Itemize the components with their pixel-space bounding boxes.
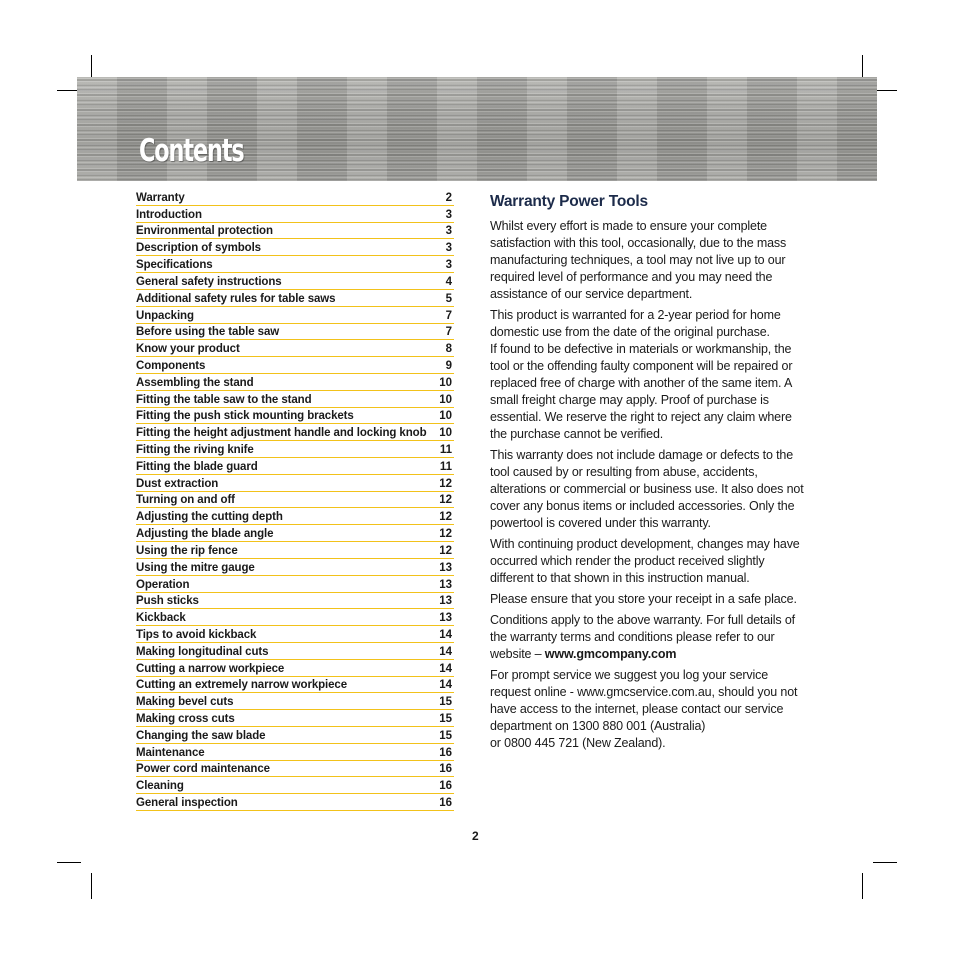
toc-entry-page: 3	[445, 208, 452, 221]
service-contact-text: For prompt service we suggest you log your service request online - www.gmcservice.com.au, should you not have access to the internet, please contact our service department on 1300 880 001 (Australia)	[490, 668, 798, 733]
toc-entry-page: 14	[439, 628, 452, 641]
toc-row[interactable]	[136, 475, 454, 492]
toc-entry-page: 15	[439, 696, 452, 709]
toc-row[interactable]	[136, 357, 454, 374]
toc-entry-label: Maintenance	[136, 746, 205, 759]
toc-row[interactable]	[136, 374, 454, 391]
warranty-section	[490, 193, 810, 756]
toc-row[interactable]	[136, 290, 454, 307]
toc-row[interactable]	[136, 273, 454, 290]
toc-row[interactable]	[136, 542, 454, 559]
toc-entry-label: Unpacking	[136, 309, 194, 322]
toc-row[interactable]	[136, 492, 454, 509]
toc-entry-label: Warranty	[136, 191, 185, 204]
crop-mark	[873, 862, 897, 863]
toc-entry-page: 13	[439, 578, 452, 591]
toc-row[interactable]	[136, 441, 454, 458]
warranty-paragraph	[490, 307, 810, 443]
toc-row[interactable]	[136, 324, 454, 341]
toc-row[interactable]	[136, 559, 454, 576]
toc-entry-page: 12	[439, 494, 452, 507]
toc-entry-page: 11	[439, 444, 452, 456]
toc-entry-page: 8	[445, 343, 452, 356]
toc-row[interactable]	[136, 458, 454, 475]
toc-entry-page: 13	[439, 595, 452, 608]
toc-entry-label: Kickback	[136, 612, 186, 625]
toc-row[interactable]	[136, 189, 454, 206]
warranty-period-text: This product is warranted for a 2-year period for home domestic use from the date of the original purchase.	[490, 308, 781, 339]
toc-entry-page: 13	[439, 612, 452, 625]
toc-entry-label: Adjusting the blade angle	[136, 528, 274, 541]
toc-entry-page: 14	[439, 662, 452, 675]
toc-entry-page: 12	[439, 544, 452, 557]
toc-entry-label: Using the mitre gauge	[136, 561, 255, 574]
toc-entry-page: 10	[439, 376, 452, 389]
toc-entry-label: Description of symbols	[136, 242, 261, 255]
toc-row[interactable]	[136, 626, 454, 643]
toc-entry-page: 13	[439, 561, 452, 574]
warranty-defect-text: If found to be defective in materials or workmanship, the tool or the offending faulty component will be repaired or replaced free of charge with another of the same item. A small freight charge may apply. Proof of purchase is essential. We reserve the right to reject any claim where the purchase cannot be verified.	[490, 342, 793, 441]
page-number: 2	[472, 829, 479, 843]
toc-entry-page: 15	[439, 729, 452, 742]
toc-row[interactable]	[136, 391, 454, 408]
toc-row[interactable]	[136, 609, 454, 626]
toc-entry-page: 16	[439, 763, 452, 776]
page-title: Contents	[139, 133, 244, 169]
toc-row[interactable]	[136, 307, 454, 324]
toc-entry-label: Fitting the table saw to the stand	[136, 393, 312, 406]
toc-entry-page: 10	[439, 427, 452, 440]
toc-entry-label: Specifications	[136, 259, 213, 272]
toc-entry-label: General safety instructions	[136, 275, 282, 288]
toc-entry-page: 16	[439, 797, 452, 810]
toc-entry-page: 7	[445, 326, 452, 339]
warranty-heading: Warranty Power Tools	[490, 193, 648, 210]
toc-entry-page: 3	[445, 242, 452, 255]
toc-row[interactable]	[136, 239, 454, 256]
toc-entry-label: General inspection	[136, 797, 238, 810]
toc-row[interactable]	[136, 710, 454, 727]
toc-entry-label: Fitting the height adjustment handle and locking knob	[136, 427, 427, 440]
toc-entry-page: 10	[439, 410, 452, 423]
toc-row[interactable]	[136, 408, 454, 425]
service-contact-nz-text: or 0800 445 721 (New Zealand).	[490, 736, 666, 750]
toc-entry-page: 15	[439, 713, 452, 725]
toc-row[interactable]	[136, 643, 454, 660]
toc-entry-label: Tips to avoid kickback	[136, 628, 257, 641]
toc-entry-label: Before using the table saw	[136, 326, 280, 339]
toc-entry-page: 12	[439, 511, 452, 524]
crop-mark	[91, 873, 92, 899]
toc-entry-page: 14	[439, 645, 452, 658]
toc-row[interactable]	[136, 424, 454, 441]
toc-row[interactable]	[136, 727, 454, 744]
toc-entry-label: Making longitudinal cuts	[136, 645, 269, 658]
toc-entry-label: Cutting an extremely narrow workpiece	[136, 679, 348, 692]
toc-entry-label: Components	[136, 359, 206, 372]
toc-entry-label: Power cord maintenance	[136, 763, 270, 776]
toc-entry-label: Push sticks	[136, 595, 199, 608]
warranty-paragraph	[490, 612, 810, 663]
toc-entry-page: 7	[445, 309, 452, 322]
toc-row[interactable]	[136, 525, 454, 542]
toc-row[interactable]	[136, 256, 454, 273]
toc-row[interactable]	[136, 223, 454, 240]
toc-entry-label: Operation	[136, 578, 190, 591]
toc-entry-page: 12	[439, 477, 452, 490]
table-of-contents	[136, 189, 454, 811]
toc-row[interactable]	[136, 794, 454, 811]
warranty-paragraph: Whilst every effort is made to ensure your complete satisfaction with this tool, occasionally, due to the mass manufacturing techniques, a tool may not live up to our required level of performance and you may need the assistance of our service department.	[490, 219, 787, 301]
toc-row[interactable]	[136, 508, 454, 525]
toc-entry-label: Assembling the stand	[136, 376, 254, 389]
toc-entry-page: 5	[445, 292, 452, 305]
toc-entry-page: 16	[439, 780, 452, 793]
toc-entry-label: Fitting the push stick mounting brackets	[136, 410, 354, 423]
header-banner	[77, 77, 877, 181]
toc-entry-label: Fitting the riving knife	[136, 444, 254, 456]
toc-row[interactable]	[136, 576, 454, 593]
toc-entry-label: Cutting a narrow workpiece	[136, 662, 285, 675]
toc-row[interactable]	[136, 340, 454, 357]
toc-entry-label: Cleaning	[136, 780, 184, 793]
crop-mark	[57, 862, 81, 863]
toc-entry-label: Dust extraction	[136, 477, 219, 490]
warranty-paragraph	[490, 667, 810, 752]
warranty-conditions-text: Conditions apply to the above warranty. For full details of the warranty terms and conditions please refer to our website –	[490, 613, 795, 661]
toc-entry-label: Introduction	[136, 208, 202, 221]
website-link[interactable]: www.gmcompany.com	[544, 647, 677, 661]
toc-entry-label: Making bevel cuts	[136, 696, 234, 709]
toc-entry-page: 3	[445, 259, 452, 272]
toc-row[interactable]	[136, 593, 454, 610]
toc-entry-label: Changing the saw blade	[136, 729, 266, 742]
toc-entry-page: 4	[445, 275, 452, 288]
toc-entry-page: 10	[439, 393, 452, 406]
toc-entry-page: 14	[439, 679, 452, 692]
toc-row[interactable]	[136, 693, 454, 710]
toc-entry-page: 9	[445, 359, 452, 372]
toc-entry-label: Adjusting the cutting depth	[136, 511, 283, 524]
toc-row[interactable]	[136, 206, 454, 223]
toc-entry-page: 3	[445, 225, 452, 238]
toc-row[interactable]	[136, 677, 454, 694]
crop-mark	[862, 873, 863, 899]
toc-row[interactable]	[136, 660, 454, 677]
toc-entry-label: Making cross cuts	[136, 713, 235, 725]
toc-row[interactable]	[136, 777, 454, 794]
toc-entry-label: Turning on and off	[136, 494, 235, 507]
toc-entry-page: 16	[439, 746, 452, 759]
toc-entry-label: Additional safety rules for table saws	[136, 292, 336, 305]
toc-entry-label: Using the rip fence	[136, 544, 238, 557]
toc-entry-page: 12	[439, 528, 452, 541]
toc-entry-label: Know your product	[136, 343, 240, 356]
toc-entry-label: Fitting the blade guard	[136, 460, 258, 473]
toc-entry-page: 2	[445, 191, 452, 204]
warranty-paragraph: Please ensure that you store your receipt in a safe place.	[490, 592, 797, 606]
warranty-paragraph: With continuing product development, changes may have occurred which render the product received slightly different to that shown in this instruction manual.	[490, 537, 800, 585]
toc-entry-label: Environmental protection	[136, 225, 273, 238]
toc-row[interactable]	[136, 744, 454, 761]
toc-entry-page: 11	[439, 460, 452, 473]
warranty-paragraph: This warranty does not include damage or defects to the tool caused by or resulting from abuse, accidents, alterations or commercial or business use. It also does not cover any bonus items or included accessories. Only the powertool is covered under this warranty.	[490, 448, 804, 530]
toc-row[interactable]	[136, 761, 454, 778]
